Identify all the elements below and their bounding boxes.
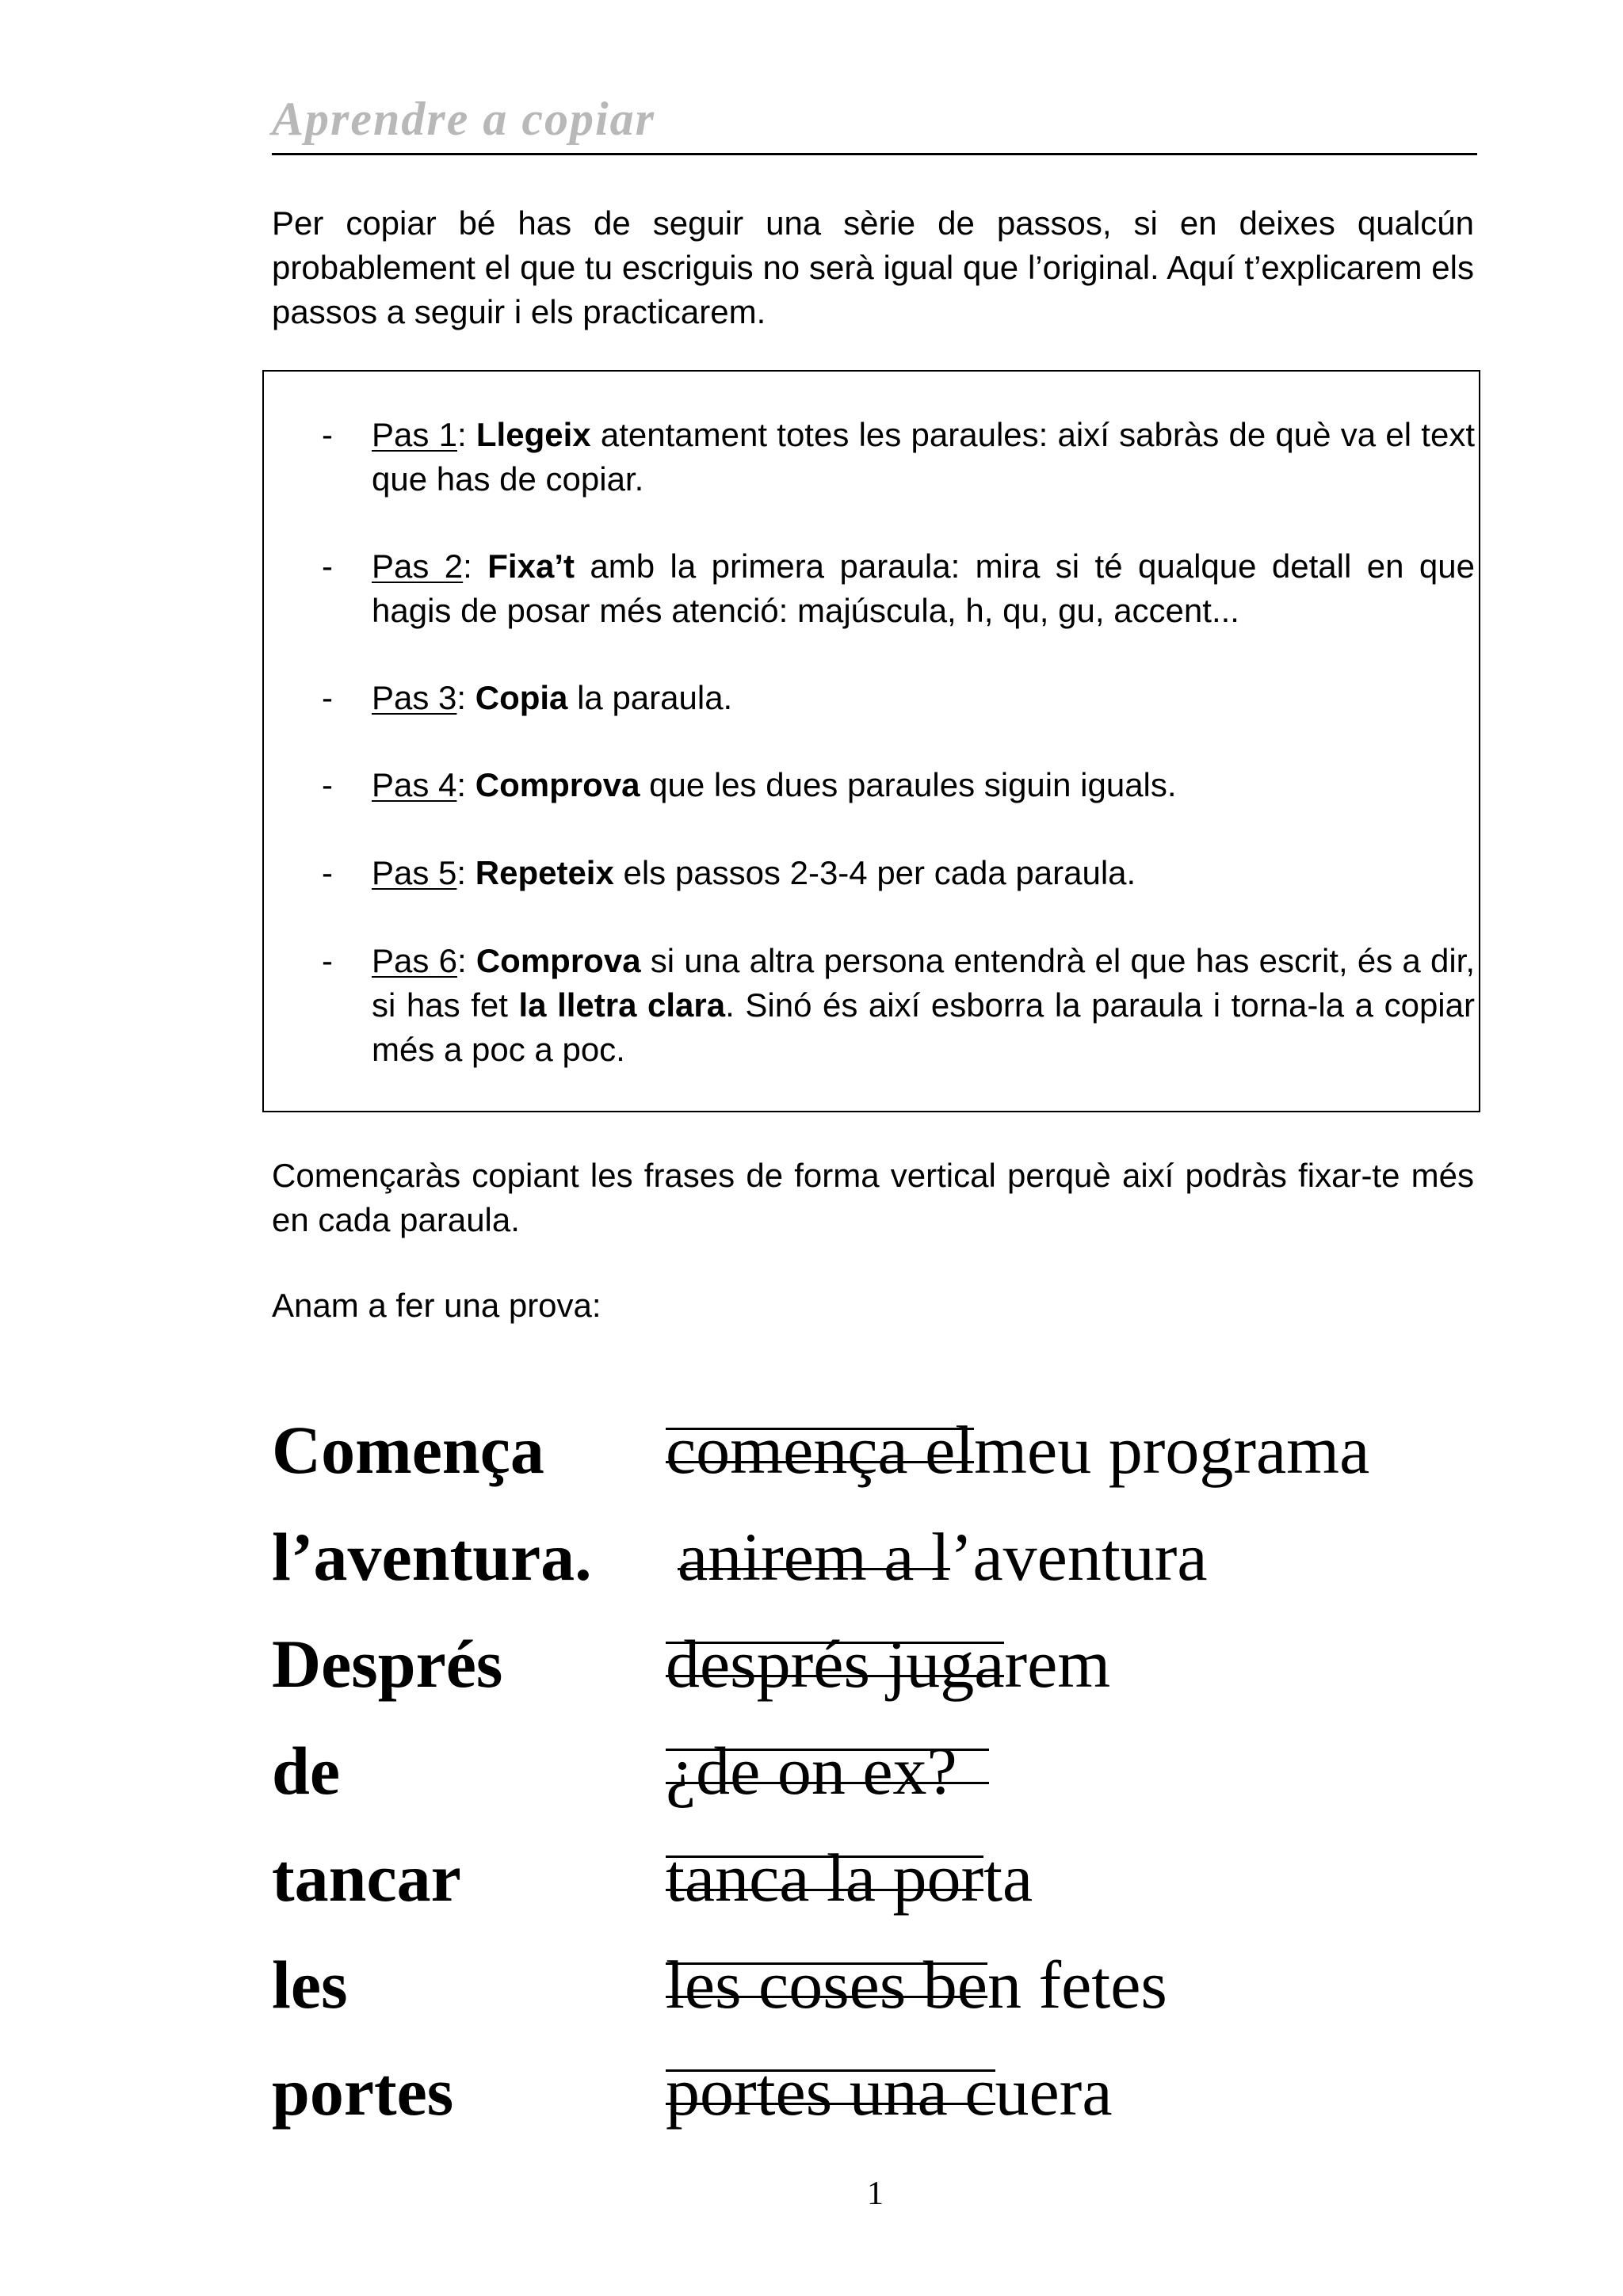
kept-text: meu programa [974, 1412, 1370, 1488]
step-separator: : [456, 766, 467, 803]
step-description: si una altra persona entendrà el que has escrit, és a dir, si has fet [372, 942, 1476, 1024]
practice-row [272, 2052, 1540, 2147]
kept-text: ta [983, 1840, 1033, 1916]
step-description: els passos 2-3-4 per cada paraula. [613, 854, 1136, 891]
step-text [372, 544, 1475, 633]
step-description-2: . Sinó és així esborra la paraula i torna-la a copiar més a poc a poc. [372, 986, 1475, 1068]
practice-row [272, 1624, 1540, 1719]
step-label: Pas 1 [372, 416, 457, 453]
practice-word: l’aventura. [272, 1519, 592, 1595]
practice-attempt [666, 1410, 1369, 1489]
practice-word: portes [272, 2054, 454, 2130]
step-dash: - [322, 679, 333, 716]
step-separator: : [463, 547, 472, 585]
practice-attempt [678, 1517, 1208, 1596]
practice-row [272, 1410, 1540, 1505]
step-keyword: Fixa’t [487, 547, 575, 585]
practice-word: de [272, 1733, 340, 1809]
steps-box [262, 370, 1480, 1112]
struck-text: portes una c [666, 2054, 995, 2130]
step-dash: - [322, 547, 333, 585]
practice-attempt [666, 1731, 989, 1810]
step-description: atentament totes les paraules: així sabràs de què va el text que has de copiar. [372, 416, 1475, 498]
step-separator: : [456, 679, 467, 716]
step-dash: - [322, 942, 333, 979]
step-label: Pas 4 [372, 766, 457, 803]
page-title: Aprendre a copiar [272, 93, 655, 145]
practice-word: Comença [272, 1412, 544, 1488]
step-description: que les dues paraules siguin iguals. [640, 766, 1177, 803]
practice-attempt [666, 1624, 1110, 1703]
step-keyword: Llegeix [475, 416, 591, 453]
instruction-paragraph: Començaràs copiant les frases de forma vertical perquè així podràs fixar-te més en cada paraula. [272, 1157, 1474, 1238]
kept-text: n fetes [987, 1947, 1167, 2023]
step-separator: : [456, 942, 467, 979]
struck-text: anirem a l [678, 1519, 950, 1595]
kept-text: rem [1004, 1626, 1111, 1702]
step-dash: - [322, 766, 333, 803]
practice-attempt [666, 1838, 1033, 1917]
title-divider [272, 153, 1477, 155]
step-text [372, 763, 1475, 807]
practice-row [272, 1731, 1540, 1826]
step-keyword-2: la lletra clara [518, 986, 726, 1024]
step-label: Pas 2 [372, 547, 464, 585]
practice-word: les [272, 1947, 348, 2023]
step-keyword: Repeteix [475, 854, 614, 891]
step-description: amb la primera paraula: mira si té qualque detall en que hagis de posar més atenció: majúscula, h, qu, gu, accent... [372, 547, 1475, 629]
test-intro: Anam a fer una prova: [272, 1287, 601, 1324]
step-text [372, 851, 1475, 895]
practice-word: tancar [272, 1840, 461, 1916]
step-keyword: Copia [475, 679, 568, 716]
step-label: Pas 3 [372, 679, 457, 716]
step-keyword: Comprova [475, 766, 640, 803]
step-label: Pas 5 [372, 854, 457, 891]
kept-text: uera [995, 2054, 1113, 2130]
intro-paragraph: Per copiar bé has de seguir una sèrie de passos, si en deixes qualcún probablement el que tu escriguis no serà igual que l’original. Aquí t’explicarem els passos a seguir i els practicarem. [272, 204, 1474, 330]
step-separator: : [456, 416, 467, 453]
practice-word: Després [272, 1626, 503, 1702]
step-text [372, 939, 1475, 1072]
practice-attempt [666, 2052, 1113, 2131]
kept-text: ’aventura [949, 1519, 1208, 1595]
step-text [372, 413, 1475, 502]
step-description: la paraula. [567, 679, 733, 716]
struck-text: ¿de on ex? [666, 1731, 989, 1810]
page-number: 1 [867, 2176, 884, 2212]
step-label: Pas 6 [372, 942, 457, 979]
step-text [372, 676, 1475, 720]
step-dash: - [322, 416, 333, 453]
struck-text: les coses be [666, 1947, 987, 2023]
practice-row [272, 1517, 1540, 1612]
struck-text: tanca la por [666, 1840, 984, 1916]
practice-row [272, 1838, 1540, 1933]
practice-row [272, 1945, 1540, 2040]
practice-attempt [666, 1945, 1167, 2024]
step-keyword: Comprova [475, 942, 641, 979]
struck-text: comença el [666, 1412, 975, 1488]
struck-text: després juga [666, 1626, 1005, 1702]
step-dash: - [322, 854, 333, 891]
step-separator: : [456, 854, 467, 891]
